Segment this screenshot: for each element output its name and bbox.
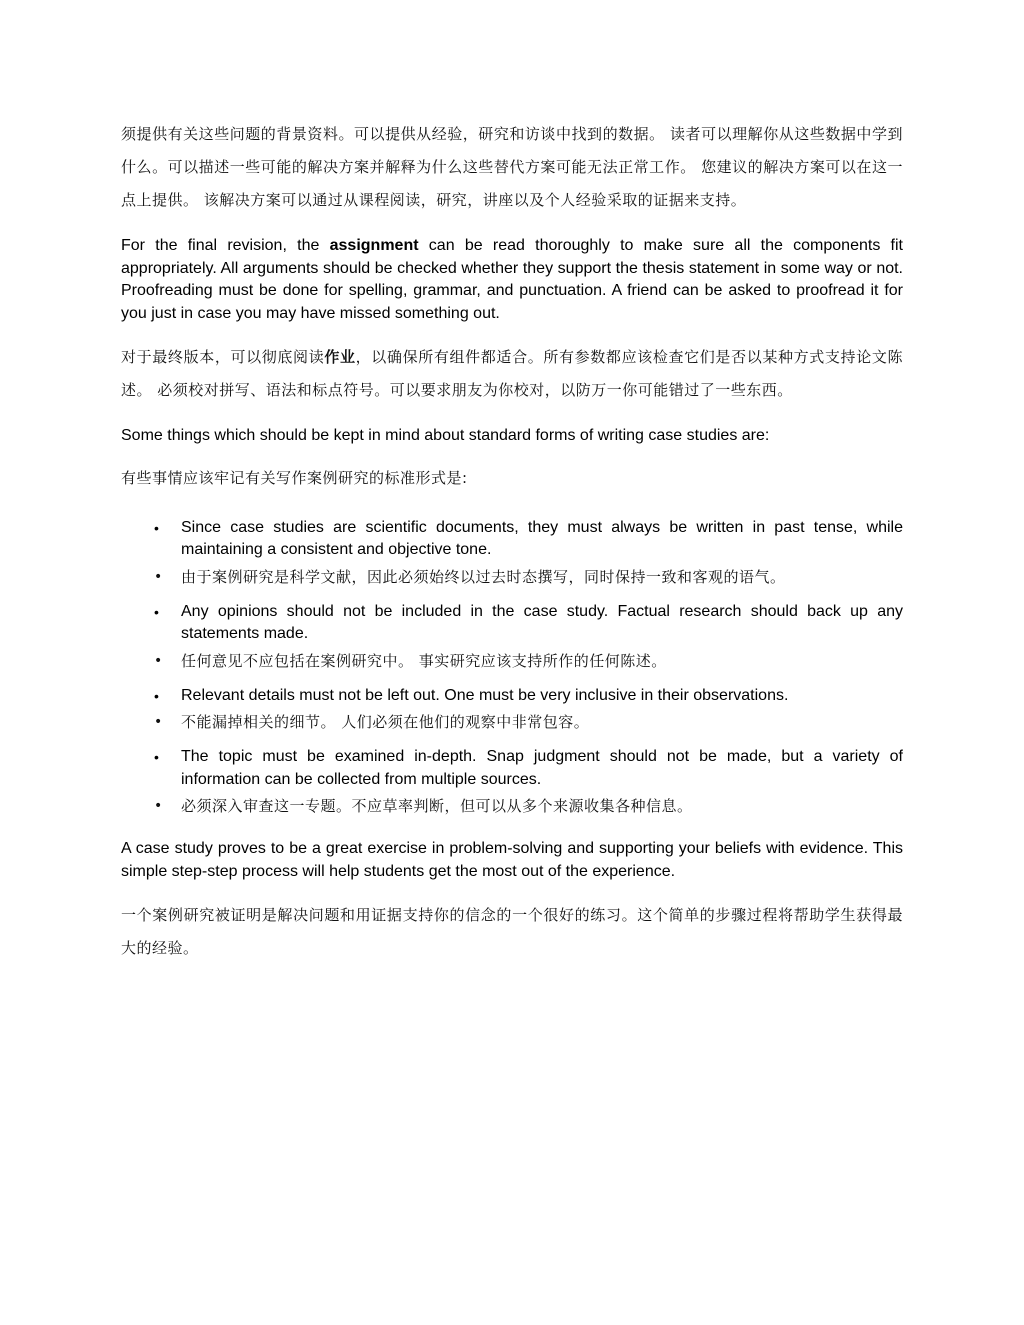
paragraph-chinese-conclusion: 一个案例研究被证明是解决问题和用证据支持你的信念的一个很好的练习。这个简单的步骤过程将帮助学生获得最大的经验。 (121, 906, 903, 957)
bullet-text: 由于案例研究是科学文献，因此必须始终以过去时态撰写，同时保持一致和客观的语气。 (181, 567, 786, 586)
bullet-dot-icon: • (154, 652, 163, 669)
bullet-dot-icon: • (154, 603, 159, 620)
bullet-text: Since case studies are scientific documents, they must always be written in past tense, while maintaining a consistent and objective tone. (181, 518, 903, 558)
bullet-item-past-tense-cn (121, 566, 903, 588)
bullet-text: The topic must be examined in-depth. Snap judgment should not be made, but a variety of information can be collected from multiple sources. (181, 748, 903, 788)
paragraph-standard-forms-intro: Some things which should be kept in mind about standard forms of writing case studies are: (121, 427, 770, 444)
bullet-text: 不能漏掉相关的细节。 人们必须在他们的观察中非常包容。 (181, 713, 590, 731)
guidelines-bullet-list (121, 517, 903, 818)
bullet-text: Any opinions should not be included in the case study. Factual research should back up any statements made. (181, 602, 903, 642)
bullet-dot-icon: • (154, 714, 163, 730)
bullet-item-in-depth (121, 746, 903, 791)
bullet-item-in-depth-cn (121, 795, 903, 817)
bullet-item-relevant-details (121, 685, 903, 708)
paragraph-chinese-standard-forms-intro: 有些事情应该牢记有关写作案例研究的标准形式是: (121, 468, 468, 487)
bullet-item-relevant-details-cn (121, 711, 903, 733)
bullet-item-no-opinions-cn (121, 650, 903, 672)
final-revision-text-start: For the final revision, the (121, 237, 330, 254)
cn-revision-text-end: ，以确保所有组件都适合。所有参数都应该检查它们是否以某种方式支持论文陈述。 必须校对拼写、语法和标点符号。可以要求朋友为你校对，以防万一你可能错过了一些东西。 (121, 348, 903, 399)
document-page (121, 118, 903, 965)
cn-assignment-bold: 作业 (324, 348, 356, 366)
bullet-dot-icon: • (154, 687, 159, 704)
bullet-dot-icon: • (154, 568, 163, 585)
bullet-item-no-opinions (121, 601, 903, 646)
paragraph-chinese-final-revision (121, 341, 903, 407)
paragraph-chinese-background: 须提供有关这些问题的背景资料。可以提供从经验，研究和访谈中找到的数据。 读者可以理解你从这些数据中学到什么。可以描述一些可能的解决方案并解释为什么这些替代方案可能无法正常工作。 您建议的解决方案可以在这一点上提供。 该解决方案可以通过从课程阅读，研究，讲座以及个人经验采取的证据来支持。 (121, 125, 903, 209)
assignment-bold: assignment (329, 237, 419, 254)
bullet-dot-icon: • (154, 798, 163, 814)
paragraph-conclusion: A case study proves to be a great exercise in problem-solving and supporting your beliefs with evidence. This simple step-step process will help students get the most out of the experience. (121, 840, 903, 880)
cn-revision-text-start: 对于最终版本，可以彻底阅读 (121, 348, 325, 366)
bullet-text: 任何意见不应包括在案例研究中。 事实研究应该支持所作的任何陈述。 (181, 651, 667, 670)
paragraph-final-revision (121, 235, 903, 325)
bullet-text: 必须深入审查这一专题。不应草率判断，但可以从多个来源收集各种信息。 (181, 797, 693, 815)
bullet-dot-icon: • (154, 749, 159, 765)
final-revision-text-end: can be read thoroughly to make sure all the components fit appropriately. All arguments should be checked whether they support the thesis statement in some way or not. Proofreading must be done for spelling, grammar, and punctuation. A friend can be asked to proofread it for you just in case you may have missed something out. (121, 237, 903, 322)
bullet-text: Relevant details must not be left out. One must be very inclusive in their observations. (181, 686, 789, 704)
bullet-dot-icon: • (154, 519, 159, 536)
bullet-item-past-tense (121, 517, 903, 562)
